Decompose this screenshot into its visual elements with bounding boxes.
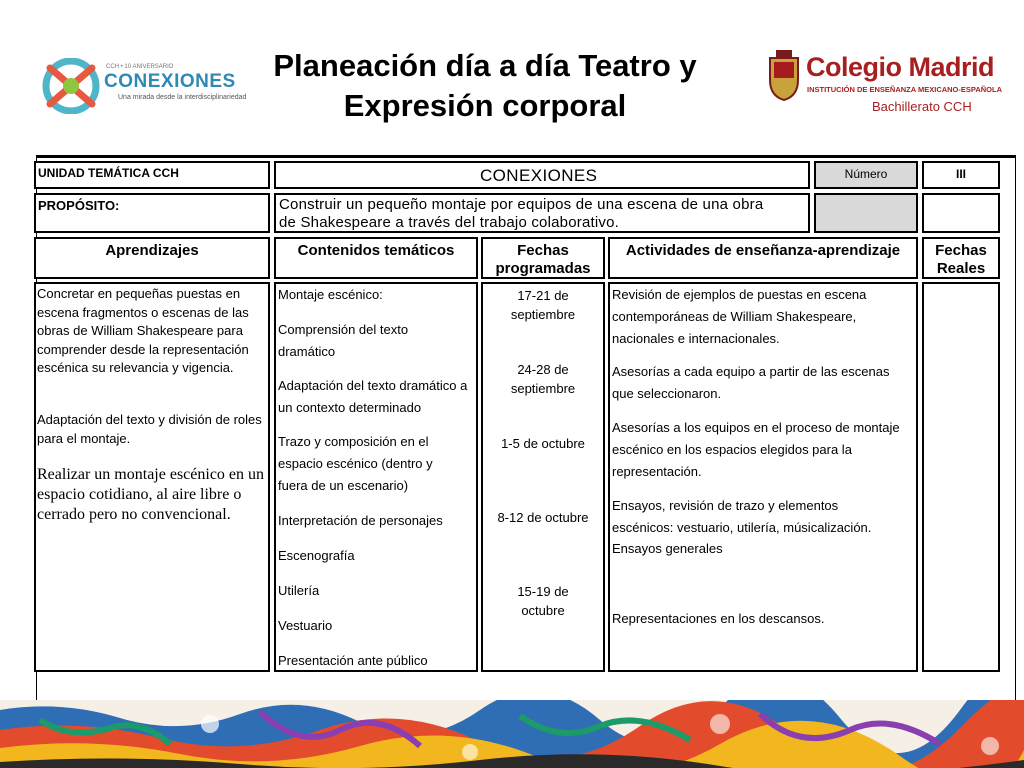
actividad-1: Revisión de ejemplos de puestas en escena contemporáneas de William Shakespeare, nacionales e internacionales. bbox=[612, 287, 867, 346]
unidad-value: CONEXIONES bbox=[480, 166, 598, 185]
proposito-value: Construir un pequeño montaje por equipos de una escena de una obra de Shakespeare a través del trabajo colaborativo. bbox=[279, 196, 764, 231]
fechas-cell bbox=[481, 282, 605, 672]
actividad-5: Ensayos generales bbox=[612, 541, 723, 556]
conexiones-brand: CONEXIONES bbox=[104, 71, 236, 92]
actividades-cell bbox=[608, 282, 918, 672]
contenido-8: Vestuario bbox=[278, 618, 333, 633]
school-crest-icon bbox=[766, 50, 802, 102]
numero-label-cell bbox=[814, 161, 918, 189]
numero-value: III bbox=[955, 167, 966, 181]
fecha-1: 17-21 de septiembre bbox=[510, 288, 576, 322]
header-aprendizajes: Aprendizajes bbox=[105, 242, 199, 259]
fecha-3: 1-5 de octubre bbox=[501, 436, 585, 451]
conexiones-knot-icon bbox=[40, 58, 102, 114]
proposito-label: PROPÓSITO: bbox=[38, 198, 120, 213]
fecha-4: 8-12 de octubre bbox=[497, 510, 589, 525]
contenido-1: Montaje escénico: bbox=[278, 287, 383, 302]
proposito-label-cell bbox=[34, 193, 270, 233]
actividad-4: Ensayos, revisión de trazo y elementos escénicos: vestuario, utilería, músicalización. bbox=[612, 498, 872, 535]
fecha-2: 24-28 de septiembre bbox=[510, 362, 576, 396]
contenido-3: Adaptación del texto dramático a un contexto determinado bbox=[278, 378, 468, 415]
proposito-grey-cell bbox=[814, 193, 918, 233]
contenido-5: Interpretación de personajes bbox=[278, 513, 443, 528]
colegio-brand: Colegio Madrid bbox=[806, 52, 994, 82]
actividad-6: Representaciones en los descansos. bbox=[612, 611, 825, 626]
numero-value-cell bbox=[922, 161, 1000, 189]
conexiones-tagline: Una mirada desde la interdisciplinariedad bbox=[118, 94, 247, 101]
fechas-reales-cell bbox=[922, 282, 1000, 672]
colegio-subtitle: INSTITUCIÓN DE ENSEÑANZA MEXICANO-ESPAÑOLA bbox=[807, 85, 1003, 94]
conexiones-top-small: CCH • 10 ANIVERSARIO bbox=[106, 64, 174, 70]
header-actividades-cell bbox=[608, 237, 918, 279]
header-contenidos: Contenidos temáticos bbox=[297, 242, 455, 259]
contenidos-cell bbox=[274, 282, 478, 672]
header-fechas-reales-cell bbox=[922, 237, 1000, 279]
header-fechas-programadas: Fechas programadas bbox=[495, 242, 591, 277]
proposito-value-cell bbox=[274, 193, 810, 233]
contenido-4: Trazo y composición en el espacio escénico (dentro y fuera de un escenario) bbox=[278, 434, 433, 493]
contenido-9: Presentación ante público bbox=[278, 653, 428, 668]
aprendizaje-3: Realizar un montaje escénico en un espacio cotidiano, al aire libre o cerrado pero no convencional. bbox=[37, 466, 265, 523]
unidad-label: UNIDAD TEMÁTICA CCH bbox=[38, 166, 179, 180]
unidad-label-cell bbox=[34, 161, 270, 189]
page-title-line1: Planeación día a día Teatro y bbox=[273, 48, 697, 83]
conexiones-logo bbox=[40, 56, 265, 116]
aprendizaje-2: Adaptación del texto y división de roles para el montaje. bbox=[37, 412, 262, 446]
contenido-2: Comprensión del texto dramático bbox=[278, 322, 409, 359]
aprendizajes-cell bbox=[34, 282, 270, 672]
header-actividades: Actividades de enseñanza-aprendizaje bbox=[625, 242, 901, 259]
proposito-blank-cell bbox=[922, 193, 1000, 233]
actividad-3: Asesorías a los equipos en el proceso de montaje escénico en los espacios elegidos para la representación. bbox=[612, 420, 900, 479]
numero-label: Número bbox=[844, 167, 888, 181]
aprendizaje-1: Concretar en pequeñas puestas en escena fragmentos o escenas de las obras de William Shakespeare para comprender desde la representación escénica su relevancia y vigencia. bbox=[37, 286, 249, 375]
mosaic-footer bbox=[0, 700, 1024, 768]
header-aprendizajes-cell bbox=[34, 237, 270, 279]
contenido-7: Utilería bbox=[278, 583, 320, 598]
actividad-2: Asesorías a cada equipo a partir de las escenas que seleccionaron. bbox=[612, 364, 890, 401]
mosaic-pattern-icon bbox=[0, 700, 1024, 768]
colegio-madrid-logo bbox=[766, 50, 1003, 120]
page-title-line2: Expresión corporal bbox=[343, 88, 627, 123]
header-fechas-reales: Fechas Reales bbox=[935, 242, 987, 277]
contenido-6: Escenografía bbox=[278, 548, 355, 563]
fecha-5: 15-19 de octubre bbox=[517, 584, 569, 618]
header-contenidos-cell bbox=[274, 237, 478, 279]
colegio-program: Bachillerato CCH bbox=[872, 99, 972, 114]
header-fechas-prog-cell bbox=[481, 237, 605, 279]
page-title bbox=[240, 46, 730, 126]
unidad-value-cell bbox=[274, 161, 810, 189]
